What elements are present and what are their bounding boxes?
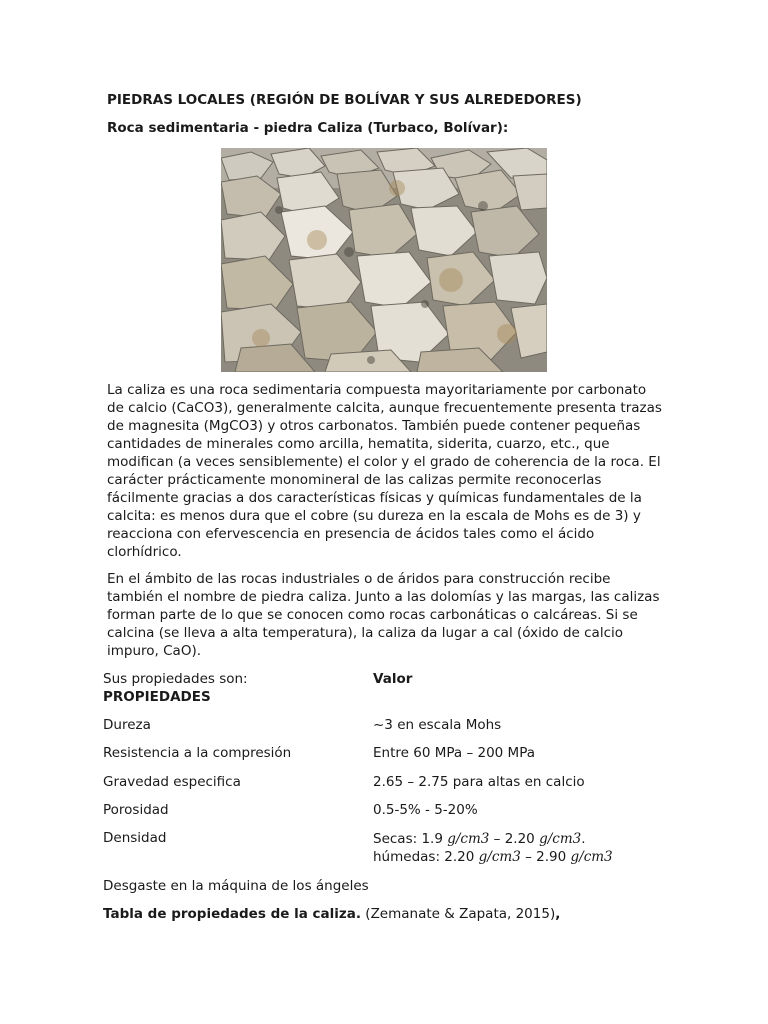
- properties-intro: Sus propiedades son:: [103, 671, 248, 687]
- table-row-value: 2.65 – 2.75 para altas en calcio: [373, 774, 585, 790]
- paragraph-2: En el ámbito de las rocas industriales o de áridos para construcción recibe también el nombre de piedra caliza. Junto a las dolomías y las margas, las calizas forman parte de lo que se conocen como rocas carbonáticas o calcáreas. Si se calcina (se lleva a alta temperatura), la caliza da lugar a cal (óxido de calcio impuro, CaO).: [107, 571, 660, 659]
- section-subtitle: Roca sedimentaria - piedra Caliza (Turbaco, Bolívar):: [107, 120, 509, 136]
- table-row-value: ~3 en escala Mohs: [373, 717, 502, 733]
- properties-header: PROPIEDADES: [103, 689, 211, 705]
- page-title: PIEDRAS LOCALES (REGIÓN DE BOLÍVAR Y SUS ALREDEDORES): [107, 92, 582, 108]
- table-caption: Tabla de propiedades de la caliza. (Zemanate & Zapata, 2015),: [103, 906, 561, 922]
- wear-label: Desgaste en la máquina de los ángeles: [103, 878, 369, 894]
- table-row-label: Gravedad especifica: [103, 774, 241, 790]
- limestone-photo: [221, 148, 547, 372]
- table-row-value: 0.5-5% - 5-20%: [373, 802, 478, 818]
- density-label: Densidad: [103, 830, 167, 846]
- table-row-label: Porosidad: [103, 802, 169, 818]
- value-header: Valor: [373, 671, 413, 687]
- table-row-label: Dureza: [103, 717, 151, 733]
- density-wet-value: húmedas: 2.20 g/cm3 – 2.90 g/cm3: [373, 849, 613, 865]
- paragraph-1: La caliza es una roca sedimentaria compuesta mayoritariamente por carbonato de calcio (CaCO3), generalmente calcita, aunque frecuentemente presenta trazas de magnesita (MgCO3) y otros carbonatos. También puede contener pequeñas cantidades de minerales como arcilla, hematita, siderita, cuarzo, etc., que modifican (a veces sensiblemente) el color y el grado de coherencia de la roca. El carácter prácticamente monomineral de las calizas permite reconocerlas fácilmente gracias a dos características físicas y químicas fundamentales de la calcita: es menos dura que el cobre (su dureza en la escala de Mohs es de 3) y reacciona con efervescencia en presencia de ácidos tales como el ácido clorhídrico.: [107, 382, 662, 560]
- table-row-label: Resistencia a la compresión: [103, 745, 292, 761]
- table-row-value: Entre 60 MPa – 200 MPa: [373, 745, 535, 761]
- density-dry-value: Secas: 1.9 g/cm3 – 2.20 g/cm3.: [373, 831, 586, 847]
